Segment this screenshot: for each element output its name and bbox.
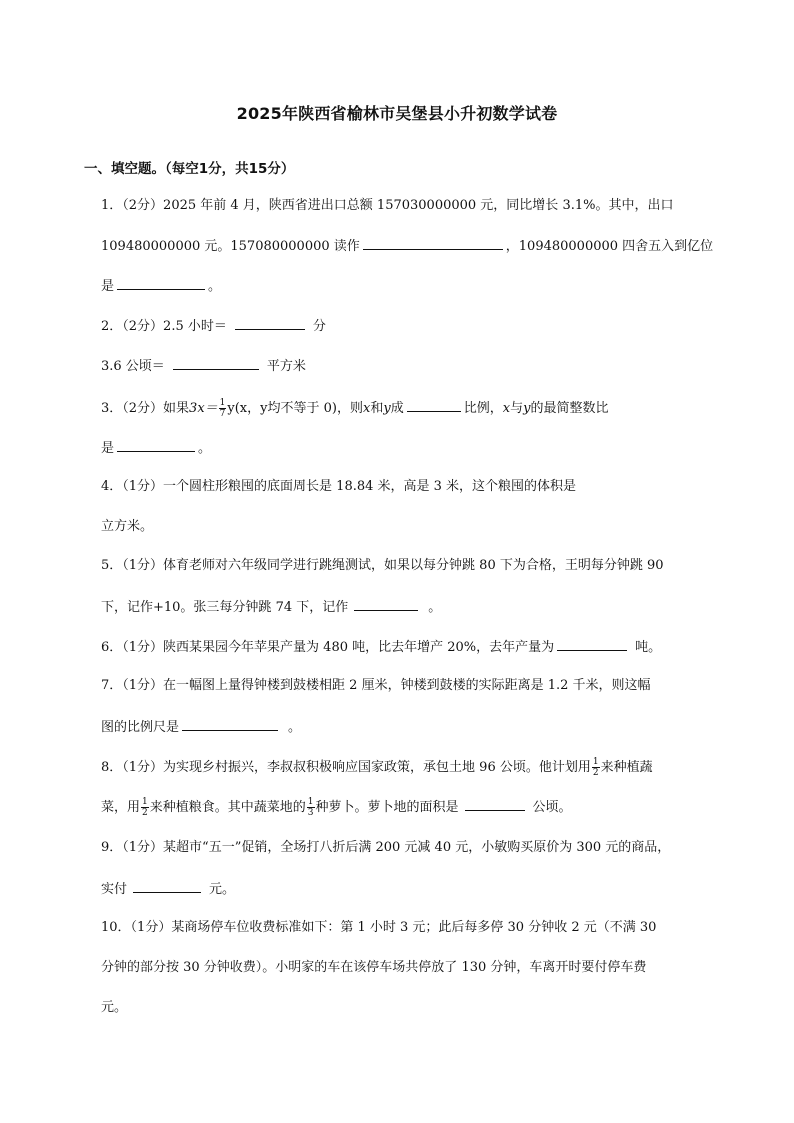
fraction-denominator: 7 <box>219 409 226 419</box>
variable-x: x <box>502 401 511 416</box>
question-7-line-1: 7．（1分）在一幅图上量得钟楼到鼓楼相距 2 厘米，钟楼到鼓楼的实际距离是 1.2 千米，则这幅 <box>101 678 651 693</box>
question-2-line-1 <box>101 316 326 336</box>
question-3-line-2 <box>101 438 211 458</box>
question-1-text: 109480000000 元。157080000000 读作 <box>101 239 360 254</box>
variable-y: y <box>383 401 391 416</box>
question-8-text: 来种植粮食。其中蔬菜地的 <box>149 800 306 815</box>
question-8-text: 8．（1分）为实现乡村振兴，李叔叔积极响应国家政策，承包土地 96 公顷。他计划用 <box>101 760 591 775</box>
question-2-text: 3.6 公顷＝ <box>101 359 165 374</box>
question-2-text: 2．（2分）2.5 小时＝ <box>101 319 227 334</box>
answer-blank[interactable] <box>117 276 205 290</box>
fraction-numerator: 1 <box>219 398 226 408</box>
section-heading: 一、填空题。（每空1分，共15分） <box>84 161 295 177</box>
answer-blank[interactable] <box>235 316 305 330</box>
fraction-denominator: 2 <box>142 808 148 818</box>
question-6-line-1 <box>101 637 661 657</box>
answer-blank[interactable] <box>407 398 461 412</box>
question-1-line-1: 1．（2分）2025 年前 4 月，陕西省进出口总额 157030000000 元，同比增长 3.1%。其中，出口 <box>101 198 674 213</box>
question-6-text: 6．（1分）陕西某果园今年苹果产量为 480 吨，比去年增产 20%，去年产量为 <box>101 640 555 655</box>
question-5-line-1: 5．（1分）体育老师对六年级同学进行跳绳测试，如果以每分钟跳 80 下为合格，王明每分钟跳 90 <box>101 558 664 573</box>
question-1-text: 。 <box>208 279 222 294</box>
question-7-line-2 <box>101 717 301 737</box>
question-1-line-3 <box>101 276 221 296</box>
question-2-text: 平方米 <box>266 359 306 374</box>
question-3-text: 成 <box>390 401 404 416</box>
answer-blank[interactable] <box>182 717 278 731</box>
question-3-line-1 <box>101 398 608 419</box>
answer-blank[interactable] <box>117 438 195 452</box>
question-2-text: 分 <box>312 319 326 334</box>
question-9-text: 实付 <box>101 882 128 897</box>
question-3-text: 是 <box>101 441 115 456</box>
question-3-text: 的最简整数比 <box>530 401 609 416</box>
question-5-text: 。 <box>428 600 442 615</box>
question-3-text: 和 <box>370 401 384 416</box>
question-3-text: 。 <box>198 441 212 456</box>
question-10-line-1: 10．（1分）某商场停车位收费标准如下：第 1 小时 3 元；此后每多停 30 分钟收 2 元（不满 30 <box>101 920 657 935</box>
question-8-line-2 <box>101 797 572 818</box>
question-8-text: 来种植蔬 <box>600 760 653 775</box>
question-8-text: 公顷。 <box>532 800 572 815</box>
question-6-text: 吨。 <box>635 640 662 655</box>
question-4-line-2: 立方米。 <box>101 519 154 534</box>
variable-y: y <box>523 401 531 416</box>
equation-left: 3x＝ <box>189 401 218 416</box>
equation-right: y(x，y均不等于 0) <box>227 401 337 416</box>
question-8-line-1 <box>101 757 653 778</box>
fraction-denominator: 2 <box>592 768 599 778</box>
question-3-text: 比例， <box>463 401 503 416</box>
variable-x: x <box>362 401 371 416</box>
answer-blank[interactable] <box>354 597 418 611</box>
question-8-text: 菜，用 <box>101 800 141 815</box>
question-9-line-2 <box>101 879 235 899</box>
question-3-text: ，则 <box>336 401 363 416</box>
answer-blank[interactable] <box>557 637 627 651</box>
answer-blank[interactable] <box>173 356 259 370</box>
fraction <box>307 797 315 818</box>
fraction <box>592 757 600 778</box>
fraction-numerator: 1 <box>142 797 148 807</box>
question-5-line-2 <box>101 597 441 617</box>
question-10-line-2: 分钟的部分按 30 分钟收费）。小明家的车在该停车场共停放了 130 分钟，车离开时要付停车费 <box>101 960 647 975</box>
question-9-text: 元。 <box>209 882 236 897</box>
question-4-line-1: 4．（1分）一个圆柱形粮囤的底面周长是 18.84 米，高是 3 米，这个粮囤的体积是 <box>101 479 577 494</box>
question-8-text: 种萝卜。萝卜地的面积是 <box>315 800 459 815</box>
page-title: 2025年陕西省榆林市吴堡县小升初数学试卷 <box>236 104 558 123</box>
question-1-line-2 <box>101 236 713 256</box>
fraction-numerator: 1 <box>592 757 599 767</box>
fraction <box>141 797 149 818</box>
question-3-text: 与 <box>510 401 524 416</box>
question-3-text: 3．（2分）如果 <box>101 401 190 416</box>
question-5-text: 下，记作+10。张三每分钟跳 74 下，记作 <box>101 600 349 615</box>
question-2-line-2 <box>101 356 306 376</box>
answer-blank[interactable] <box>363 236 503 250</box>
question-7-text: 。 <box>288 720 302 735</box>
question-1-text: ，109480000000 四舍五入到亿位 <box>505 239 714 254</box>
fraction-numerator: 1 <box>307 797 314 807</box>
question-1-text: 是 <box>101 279 115 294</box>
fraction-denominator: 3 <box>307 808 314 818</box>
question-7-text: 图的比例尺是 <box>101 720 180 735</box>
fraction <box>219 398 227 419</box>
question-10-line-3: 元。 <box>101 1000 128 1015</box>
answer-blank[interactable] <box>465 797 525 811</box>
question-9-line-1: 9．（1分）某超市“五一”促销，全场打八折后满 200 元减 40 元，小敏购买原价为 300 元的商品， <box>101 840 671 855</box>
answer-blank[interactable] <box>133 879 201 893</box>
